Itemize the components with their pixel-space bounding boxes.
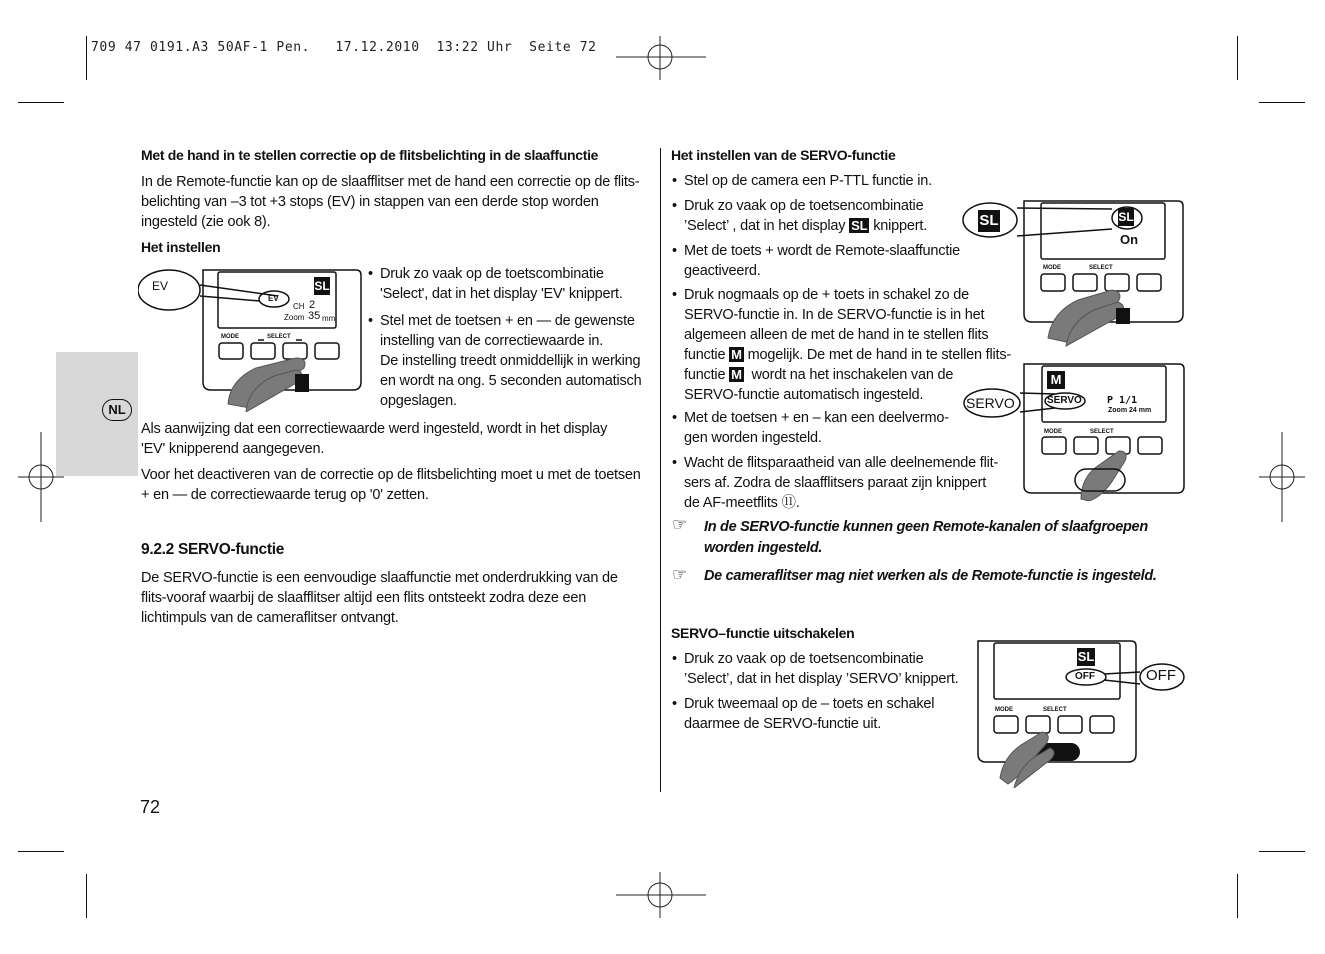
para-indication: Als aanwijzing dat een correctiewaarde werd ingesteld, wordt in het display 'EV' knipperend aangegeven. — [141, 421, 608, 457]
m-inline-icon: M — [731, 347, 742, 362]
mode-label: MODE — [1043, 265, 1061, 271]
intro-text: In de Remote-functie kan op de slaafflitser met de hand een correctie op de flits- belichting van –3 tot +3 stops (EV) in stappen van een derde stop worden ingesteld (zie ook 8). — [141, 174, 640, 230]
heading-setting: Het instellen — [141, 239, 221, 255]
select-label: SELECT — [1043, 707, 1067, 713]
flash-diagram-servo — [963, 361, 1187, 501]
section-title-servo: 9.2.2 SERVO-functie — [141, 541, 285, 558]
select-label: SELECT — [1089, 265, 1113, 271]
flash-diagram-off — [974, 638, 1186, 788]
pointer-hand-icon-2: ☞ — [672, 565, 688, 584]
ch-label: CH — [293, 302, 305, 311]
ev-callout-label: EV — [152, 279, 169, 293]
heading-servo-setting: Het instellen van de SERVO-functie — [671, 147, 896, 163]
flash-diagram-ev — [138, 262, 368, 412]
sl-display-indicator: SL — [1118, 210, 1134, 224]
off-callout-label: OFF — [1146, 667, 1176, 684]
servo-callout-label: SERVO — [966, 395, 1015, 411]
bullet-servo-on: • Druk nogmaals op de + toets in schakel zo de SERVO-functie in. In de SERVO-functie is in het algemeen alleen de met de hand in te stellen flits functie M mogelijk. De met de hand in te stellen flits- functie M wordt na het inschakelen van de SERVO-functie automatisch ingesteld. — [684, 285, 1011, 405]
m-inline-icon-2: M — [731, 367, 742, 382]
flash-unit-drawing-servo — [963, 361, 1187, 501]
heading-manual-correction: Met de hand in te stellen correctie op de flitsbelichting in de slaaffunctie — [141, 147, 599, 163]
bullet-ev-select: • Druk zo vaak op de toetscombinatie 'Select', dat in het display 'EV' knippert. — [380, 264, 623, 304]
print-header: 709 47 0191.A3 50AF-1 Pen. 17.12.2010 13:22 Uhr Seite 72 — [91, 40, 597, 55]
bullet-select-sl: • Druk zo vaak op de toetsencombinatie ’Select’ , dat in het display SL knippert. — [684, 196, 927, 236]
heading-servo-off: SERVO–functie uitschakelen — [671, 625, 855, 641]
power-display-text: P 1/1 — [1107, 395, 1138, 406]
page-number: 72 — [140, 797, 161, 817]
column-divider — [660, 148, 661, 792]
sl-display-indicator: SL — [314, 279, 330, 293]
flash-diagram-sl — [962, 198, 1186, 348]
ev-display-indicator: EV — [268, 294, 279, 303]
servo-display-text: SERVO — [1047, 395, 1082, 406]
sl-display-indicator: SL — [1077, 649, 1095, 664]
sl-callout-icon: SL — [978, 210, 1000, 232]
ch-value: 2 — [309, 299, 316, 311]
bullet-remote-slave: • Met de toets + wordt de Remote-slaaffunctie geactiveerd. — [684, 241, 960, 281]
section-servo-text: De SERVO-functie is een eenvoudige slaaffunctie met onderdrukking van de flits-vooraf waarbij de slaafflitser altijd een flits ontsteekt zodra deze een lichtimpuls van de cameraflitser ontvangt. — [141, 570, 618, 626]
language-badge: NL — [102, 399, 132, 421]
pointer-hand-icon: ☞ — [672, 515, 688, 534]
mode-label: MODE — [221, 334, 239, 340]
mode-label: MODE — [1044, 429, 1062, 435]
mode-label: MODE — [995, 707, 1013, 713]
zoom-display-text: Zoom 24 mm — [1108, 407, 1152, 414]
note-camera-flash: De cameraflitser mag niet werken als de Remote-functie is ingesteld. — [704, 568, 1157, 584]
sl-inline-icon: SL — [851, 218, 868, 233]
select-label: SELECT — [267, 334, 291, 340]
bullet-select-servo: • Druk zo vaak op de toetsencombinatie ’Select’, dat in het display ’SERVO’ knippert. — [684, 649, 959, 689]
bullet-set-value: • Stel met de toetsen + en — de gewenste instelling van de correctiewaarde in. De instelling treedt onmiddellijk in werking en wordt na ong. 5 seconden automatisch opgeslagen. — [380, 311, 641, 411]
m-display-indicator: M — [1047, 371, 1065, 389]
select-label: SELECT — [1090, 429, 1114, 435]
bullet-wait-ready: • Wacht de flitsparaatheid van alle deelnemende flit- sers af. Zodra de slaafflitsers paraat zijn knippert de AF-meetflits ⑪. — [684, 453, 998, 513]
off-display-text: OFF — [1075, 671, 1095, 682]
flash-unit-drawing — [138, 262, 368, 412]
zoom-unit: mm — [322, 314, 336, 323]
note-no-remote-channels: In de SERVO-functie kunnen geen Remote-kanalen of slaafgroepen worden ingesteld. — [704, 519, 1148, 556]
zoom-label: Zoom — [284, 313, 305, 322]
bullet-pttl: • Stel op de camera een P-TTL functie in. — [684, 171, 932, 191]
bullet-minus-off: • Druk tweemaal op de – toets en schakel daarmee de SERVO-functie uit. — [684, 694, 934, 734]
para-deactivate: Voor het deactiveren van de correctie op de flitsbelichting moet u met de toetsen + en — de correctiewaarde terug op '0' zetten. — [141, 467, 641, 503]
language-tab — [56, 352, 138, 476]
zoom-value: 35 — [308, 310, 321, 322]
bullet-partial-power: • Met de toetsen + en – kan een deelvermo- gen worden ingesteld. — [684, 408, 949, 448]
on-display-text: On — [1120, 232, 1139, 247]
